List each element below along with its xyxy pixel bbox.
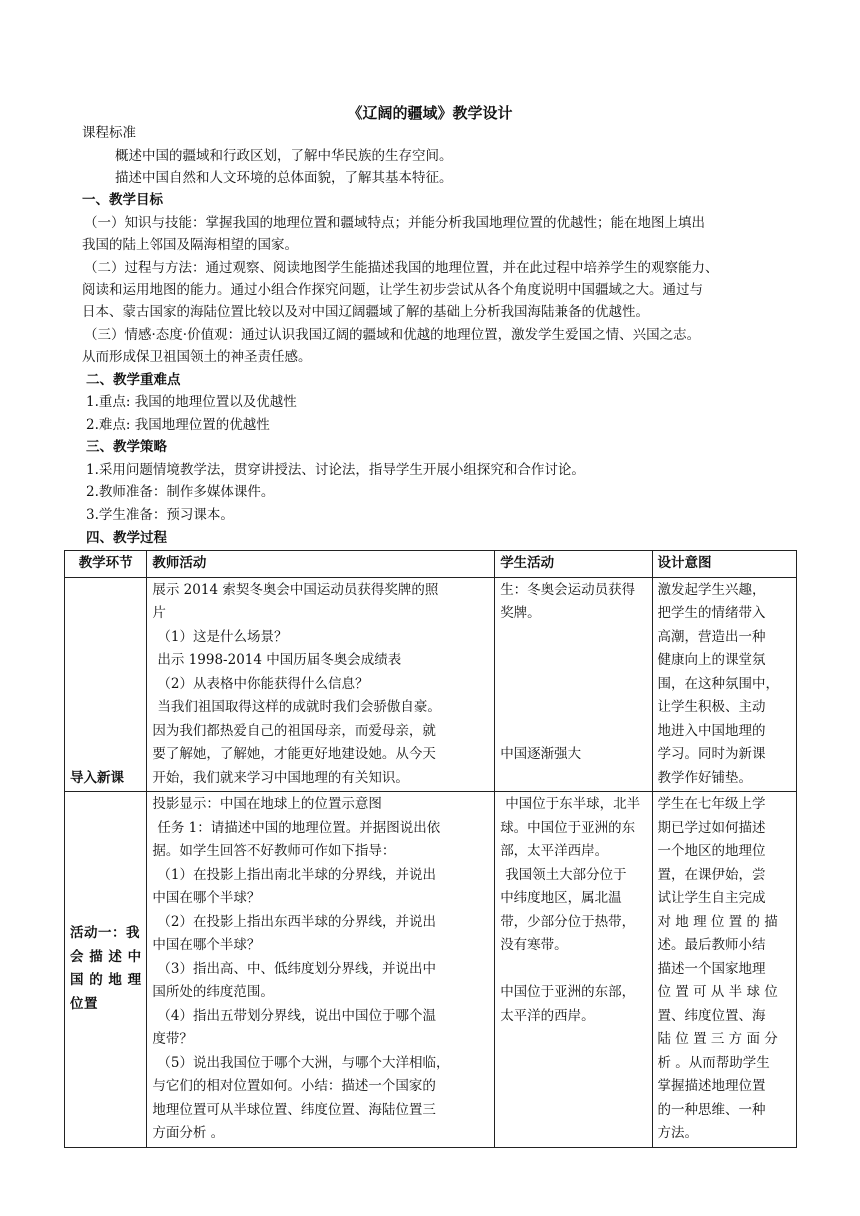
teacher-line: （1）在投影上指出南北半球的分界线，并说出 [157, 866, 436, 883]
course-standard-heading: 课程标准 [82, 125, 136, 141]
teacher-line: 因为我们都热爱自己的祖国母亲，而爱母亲，就 [152, 722, 436, 739]
table-row [65, 792, 797, 1148]
design-line: 掌握描述地理位置 [657, 1078, 766, 1094]
stage-cell [65, 792, 147, 1148]
design-line: 方法。 [657, 1125, 698, 1141]
design-line: 陆 位 置 三 方 面 分 [657, 1031, 778, 1047]
goals-line: （二）过程与方法：通过观察、阅读地图学生能描述我国的地理位置，并在此过程中培养学生的观察能力、 [84, 260, 719, 276]
document-title: 《辽阔的疆域》教学设计 [347, 104, 513, 122]
design-line: 试让学生自主完成 [657, 890, 766, 906]
column-header: 教学环节 [65, 551, 147, 578]
teacher-line: （4）指出五带划分界线，说出中国位于哪个温 [157, 1007, 436, 1024]
strategy-heading: 三、教学策略 [86, 439, 167, 455]
goals-line: （三）情感·态度·价值观：通过认识我国辽阔的疆域和优越的地理位置，激发学生爱国之情、兴国之志。 [84, 327, 701, 343]
goals-line: 日本、蒙古国家的海陆位置比较以及对中国辽阔疆域了解的基础上分析我国海陆兼备的优越性。 [82, 304, 649, 320]
column-header: 学生活动 [495, 551, 652, 578]
teacher-line: 开始，我们就来学习中国地理的有关知识。 [152, 769, 409, 786]
teacher-line: 中国在哪个半球？ [152, 890, 261, 906]
design-line: 对 地 理 位 置 的 描 [657, 913, 778, 930]
design-line: 的一种思维、一种 [657, 1101, 766, 1118]
teacher-line: 国所处的纬度范围。 [152, 984, 274, 1000]
keypoint-item: 2.难点: 我国地理位置的优越性 [86, 417, 270, 433]
design-line: 期已学过如何描述 [657, 819, 766, 836]
stage-label: 会 描 述 中 [70, 948, 142, 965]
design-line: 激发起学生兴趣， [657, 581, 766, 598]
teacher-line: （1）这是什么场景？ [157, 628, 288, 645]
student-line: 中纬度地区，属北温 [500, 890, 622, 906]
design-line: 置、纬度位置、海 [657, 1007, 766, 1024]
student-line: 没有寒带。 [500, 937, 568, 953]
stage-label: 国 的 地 理 [70, 972, 142, 989]
teacher-line: （5）说出我国位于哪个大洲，与哪个大洋相临， [157, 1054, 450, 1071]
student-activity-cell [495, 792, 652, 1148]
design-line: 健康向上的课堂氛 [657, 652, 766, 668]
teaching-process-table [64, 550, 797, 1148]
teacher-line: 度带？ [152, 1031, 193, 1047]
student-line: 中国逐渐强大 [500, 746, 582, 762]
design-line: 置，在课伊始，尝 [657, 866, 766, 883]
teacher-line: 据。如学生回答不好教师可作如下指导： [152, 843, 396, 859]
student-line: 我国领土大部分位于 [505, 866, 627, 883]
column-header: 设计意图 [652, 551, 797, 578]
standard-item-1: 概述中国的疆域和行政区划，了解中华民族的生存空间。 [115, 148, 453, 164]
design-line: 描述一个国家地理 [657, 960, 766, 977]
teacher-line: 出示 1998-2014 中国历届冬奥会成绩表 [157, 652, 402, 668]
student-line: 球。中国位于亚洲的东 [500, 819, 636, 836]
design-line: 析 。从而帮助学生 [657, 1054, 770, 1071]
teacher-line: 片 [152, 605, 166, 621]
goals-heading: 一、教学目标 [82, 192, 163, 208]
design-line: 位 置 可 从 半 球 位 [657, 984, 778, 1000]
teacher-line: 投影显示：中国在地球上的位置示意图 [152, 796, 382, 812]
design-intent-cell [652, 577, 797, 792]
stage-cell [65, 577, 147, 792]
student-line: 太平洋的西岸。 [500, 1007, 595, 1024]
stage-label: 位置 [70, 995, 98, 1012]
design-line: 高潮，营造出一种 [657, 628, 766, 645]
goals-line: 从而形成保卫祖国领土的神圣责任感。 [82, 349, 312, 365]
stage-label: 活动一：我 [70, 925, 140, 942]
teacher-line: （2）在投影上指出东西半球的分界线，并说出 [157, 913, 436, 930]
keypoint-item: 1.重点: 我国的地理位置以及优越性 [86, 394, 297, 410]
teacher-line: （2）从表格中你能获得什么信息？ [157, 675, 369, 692]
goals-line: 我国的陆上邻国及隔海相望的国家。 [82, 237, 298, 253]
student-line: 部，太平洋西岸。 [500, 843, 609, 859]
teacher-activity-cell [147, 577, 495, 792]
keypoints-heading: 二、教学重难点 [86, 372, 181, 388]
teacher-line: 与它们的相对位置如何。小结：描述一个国家的 [152, 1078, 436, 1094]
goals-line: （一）知识与技能：掌握我国的地理位置和疆域特点；并能分析我国地理位置的优越性；能在地图上填出 [84, 215, 705, 231]
teacher-line: 要了解她，了解她，才能更好地建设她。从今天 [152, 746, 436, 762]
strategy-item: 3.学生准备：预习课本。 [86, 507, 234, 523]
design-line: 地进入中国地理的 [657, 722, 766, 739]
design-line: 一个地区的地理位 [657, 843, 766, 859]
process-heading: 四、教学过程 [86, 530, 167, 546]
goals-line: 阅读和运用地图的能力。通过小组合作探究问题，让学生初步尝试从各个角度说明中国疆域之大。通过与 [82, 282, 703, 298]
teacher-line: （3）指出高、中、低纬度划分界线，并说出中 [157, 960, 436, 977]
design-line: 学习。同时为新课 [657, 746, 766, 762]
student-line: 生：冬奥会运动员获得 [500, 581, 636, 598]
teacher-line: 方面分析 。 [152, 1125, 225, 1141]
student-line: 带，少部分位于热带， [500, 913, 636, 930]
standard-item-2: 描述中国自然和人文环境的总体面貌，了解其基本特征。 [115, 170, 453, 186]
column-header: 教师活动 [147, 551, 495, 578]
stage-label: 导入新课 [70, 769, 124, 786]
student-line: 中国位于亚洲的东部， [500, 984, 636, 1000]
table-row [65, 577, 797, 792]
student-line: 中国位于东半球，北半 [505, 796, 641, 812]
teacher-line: 当我们祖国取得这样的成就时我们会骄傲自豪。 [157, 699, 441, 715]
student-line: 奖牌。 [500, 605, 541, 621]
design-line: 让学生积极、主动 [657, 699, 766, 715]
teacher-line: 任务 1：请描述中国的地理位置。并据图说出依 [157, 819, 441, 836]
design-line: 学生在七年级上学 [657, 796, 766, 812]
teacher-line: 中国在哪个半球？ [152, 937, 261, 953]
table-header-row [65, 551, 797, 578]
design-intent-cell [652, 792, 797, 1148]
teacher-activity-cell [147, 792, 495, 1148]
design-line: 述。最后教师小结 [657, 937, 766, 953]
strategy-item: 1.采用问题情境教学法，贯穿讲授法、讨论法，指导学生开展小组探究和合作讨论。 [86, 462, 585, 478]
teacher-line: 地理位置可从半球位置、纬度位置、海陆位置三 [152, 1101, 436, 1118]
teacher-line: 展示 2014 索契冬奥会中国运动员获得奖牌的照 [152, 581, 439, 598]
design-line: 把学生的情绪带入 [657, 605, 766, 621]
design-line: 教学作好铺垫。 [657, 769, 752, 786]
strategy-item: 2.教师准备：制作多媒体课件。 [86, 484, 275, 500]
design-line: 围，在这种氛围中， [657, 675, 779, 692]
student-activity-cell [495, 577, 652, 792]
